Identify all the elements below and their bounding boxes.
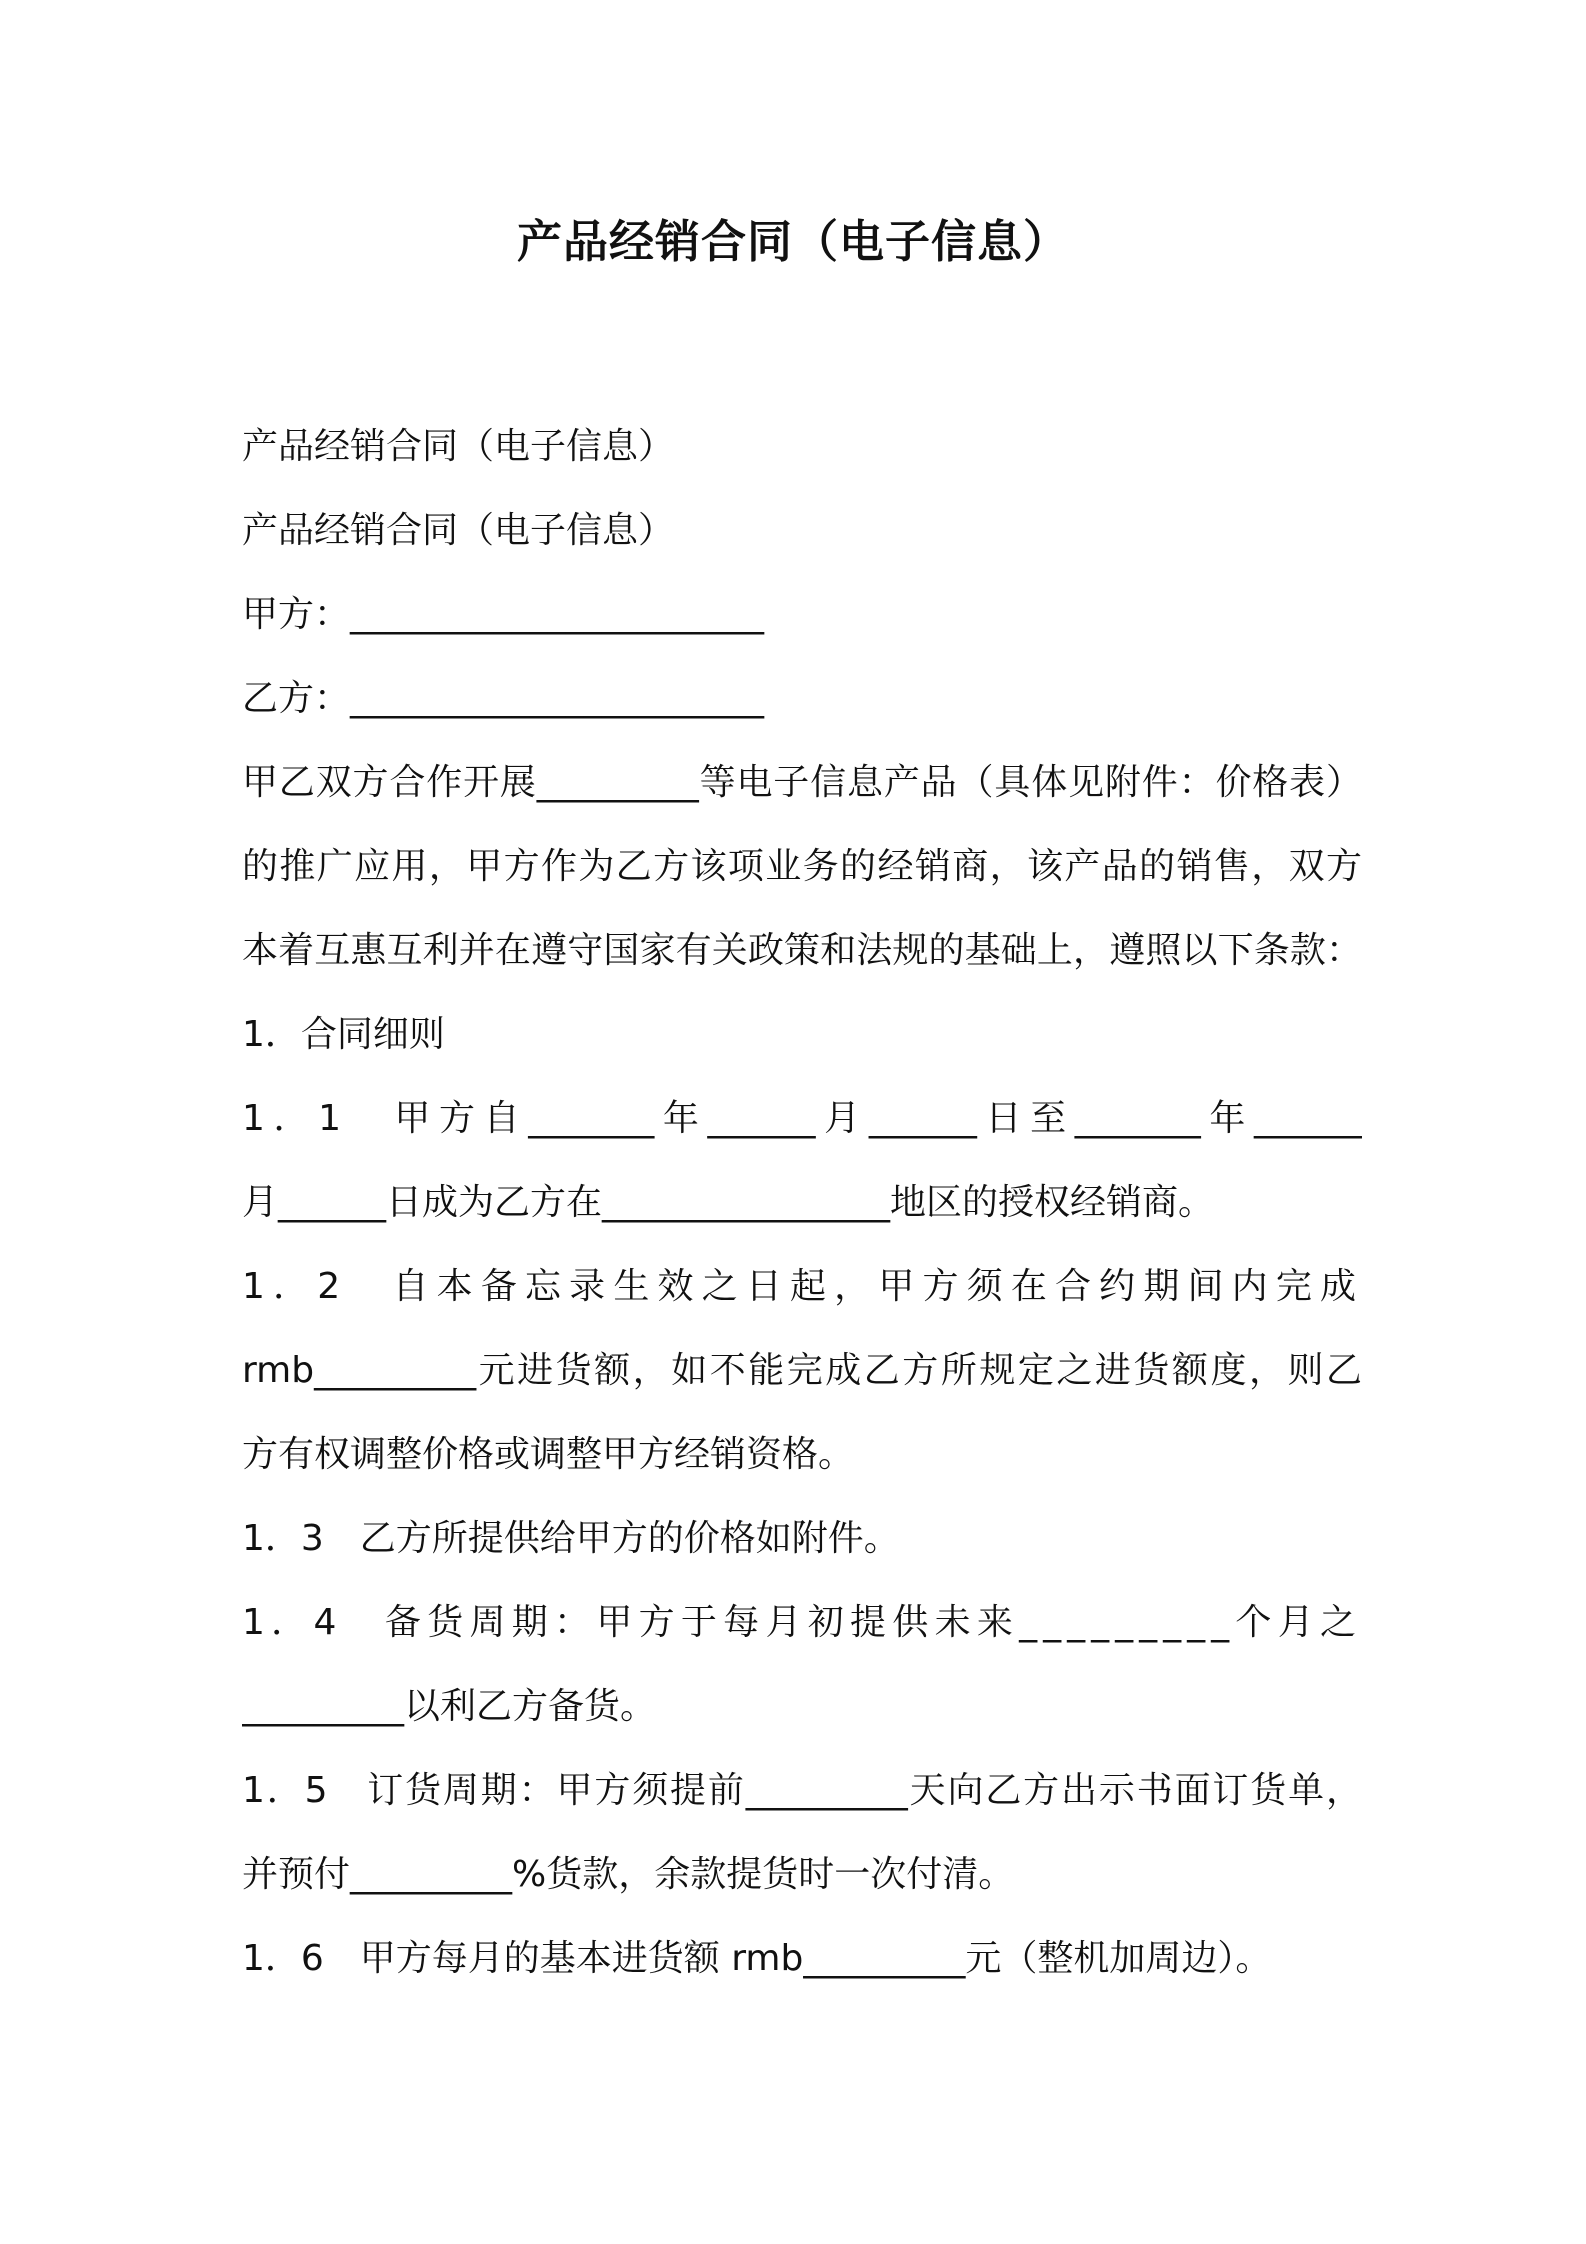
intro-paragraph-line: 的推广应用，甲方作为乙方该项业务的经销商，该产品的销售，双方	[242, 846, 1362, 887]
clause-1-1-line: 1．1 甲方自_______年______月______日至_______年______	[242, 1098, 1362, 1139]
subtitle-line: 产品经销合同（电子信息）	[242, 426, 675, 467]
party-b-line: 乙方：_______________________	[242, 678, 765, 719]
section-heading: 1．合同细则	[242, 1014, 445, 1055]
intro-paragraph-line: 本着互惠互利并在遵守国家有关政策和法规的基础上，遵照以下条款：	[242, 930, 1362, 971]
clause-1-2-line: rmb_________元进货额，如不能完成乙方所规定之进货额度，则乙	[242, 1350, 1362, 1391]
subtitle-line: 产品经销合同（电子信息）	[242, 510, 675, 551]
clause-1-5-line: 并预付_________%货款，余款提货时一次付清。	[242, 1854, 1015, 1895]
document-body	[242, 405, 1362, 2001]
party-a-line: 甲方：_______________________	[242, 594, 765, 635]
clause-1-2-line: 方有权调整价格或调整甲方经销资格。	[242, 1434, 855, 1475]
clause-1-2-line: 1．2 自本备忘录生效之日起，甲方须在合约期间内完成	[242, 1266, 1362, 1307]
intro-paragraph-line: 甲乙双方合作开展_________等电子信息产品（具体见附件：价格表）	[242, 762, 1362, 803]
clause-1-6-line: 1．6 甲方每月的基本进货额 rmb_________元（整机加周边）。	[242, 1938, 1272, 1979]
clause-1-4-line: 1．4 备货周期：甲方于每月初提供未来_________个月之	[242, 1602, 1362, 1643]
clause-1-1-line: 月______日成为乙方在________________地区的授权经销商。	[242, 1182, 1215, 1223]
clause-1-5-line: 1．5 订货周期：甲方须提前_________天向乙方出示书面订货单，	[242, 1770, 1362, 1811]
document-title: 产品经销合同（电子信息）	[516, 215, 1069, 268]
clause-1-4-line: _________以利乙方备货。	[242, 1686, 657, 1727]
clause-1-3-line: 1．3 乙方所提供给甲方的价格如附件。	[242, 1518, 900, 1559]
